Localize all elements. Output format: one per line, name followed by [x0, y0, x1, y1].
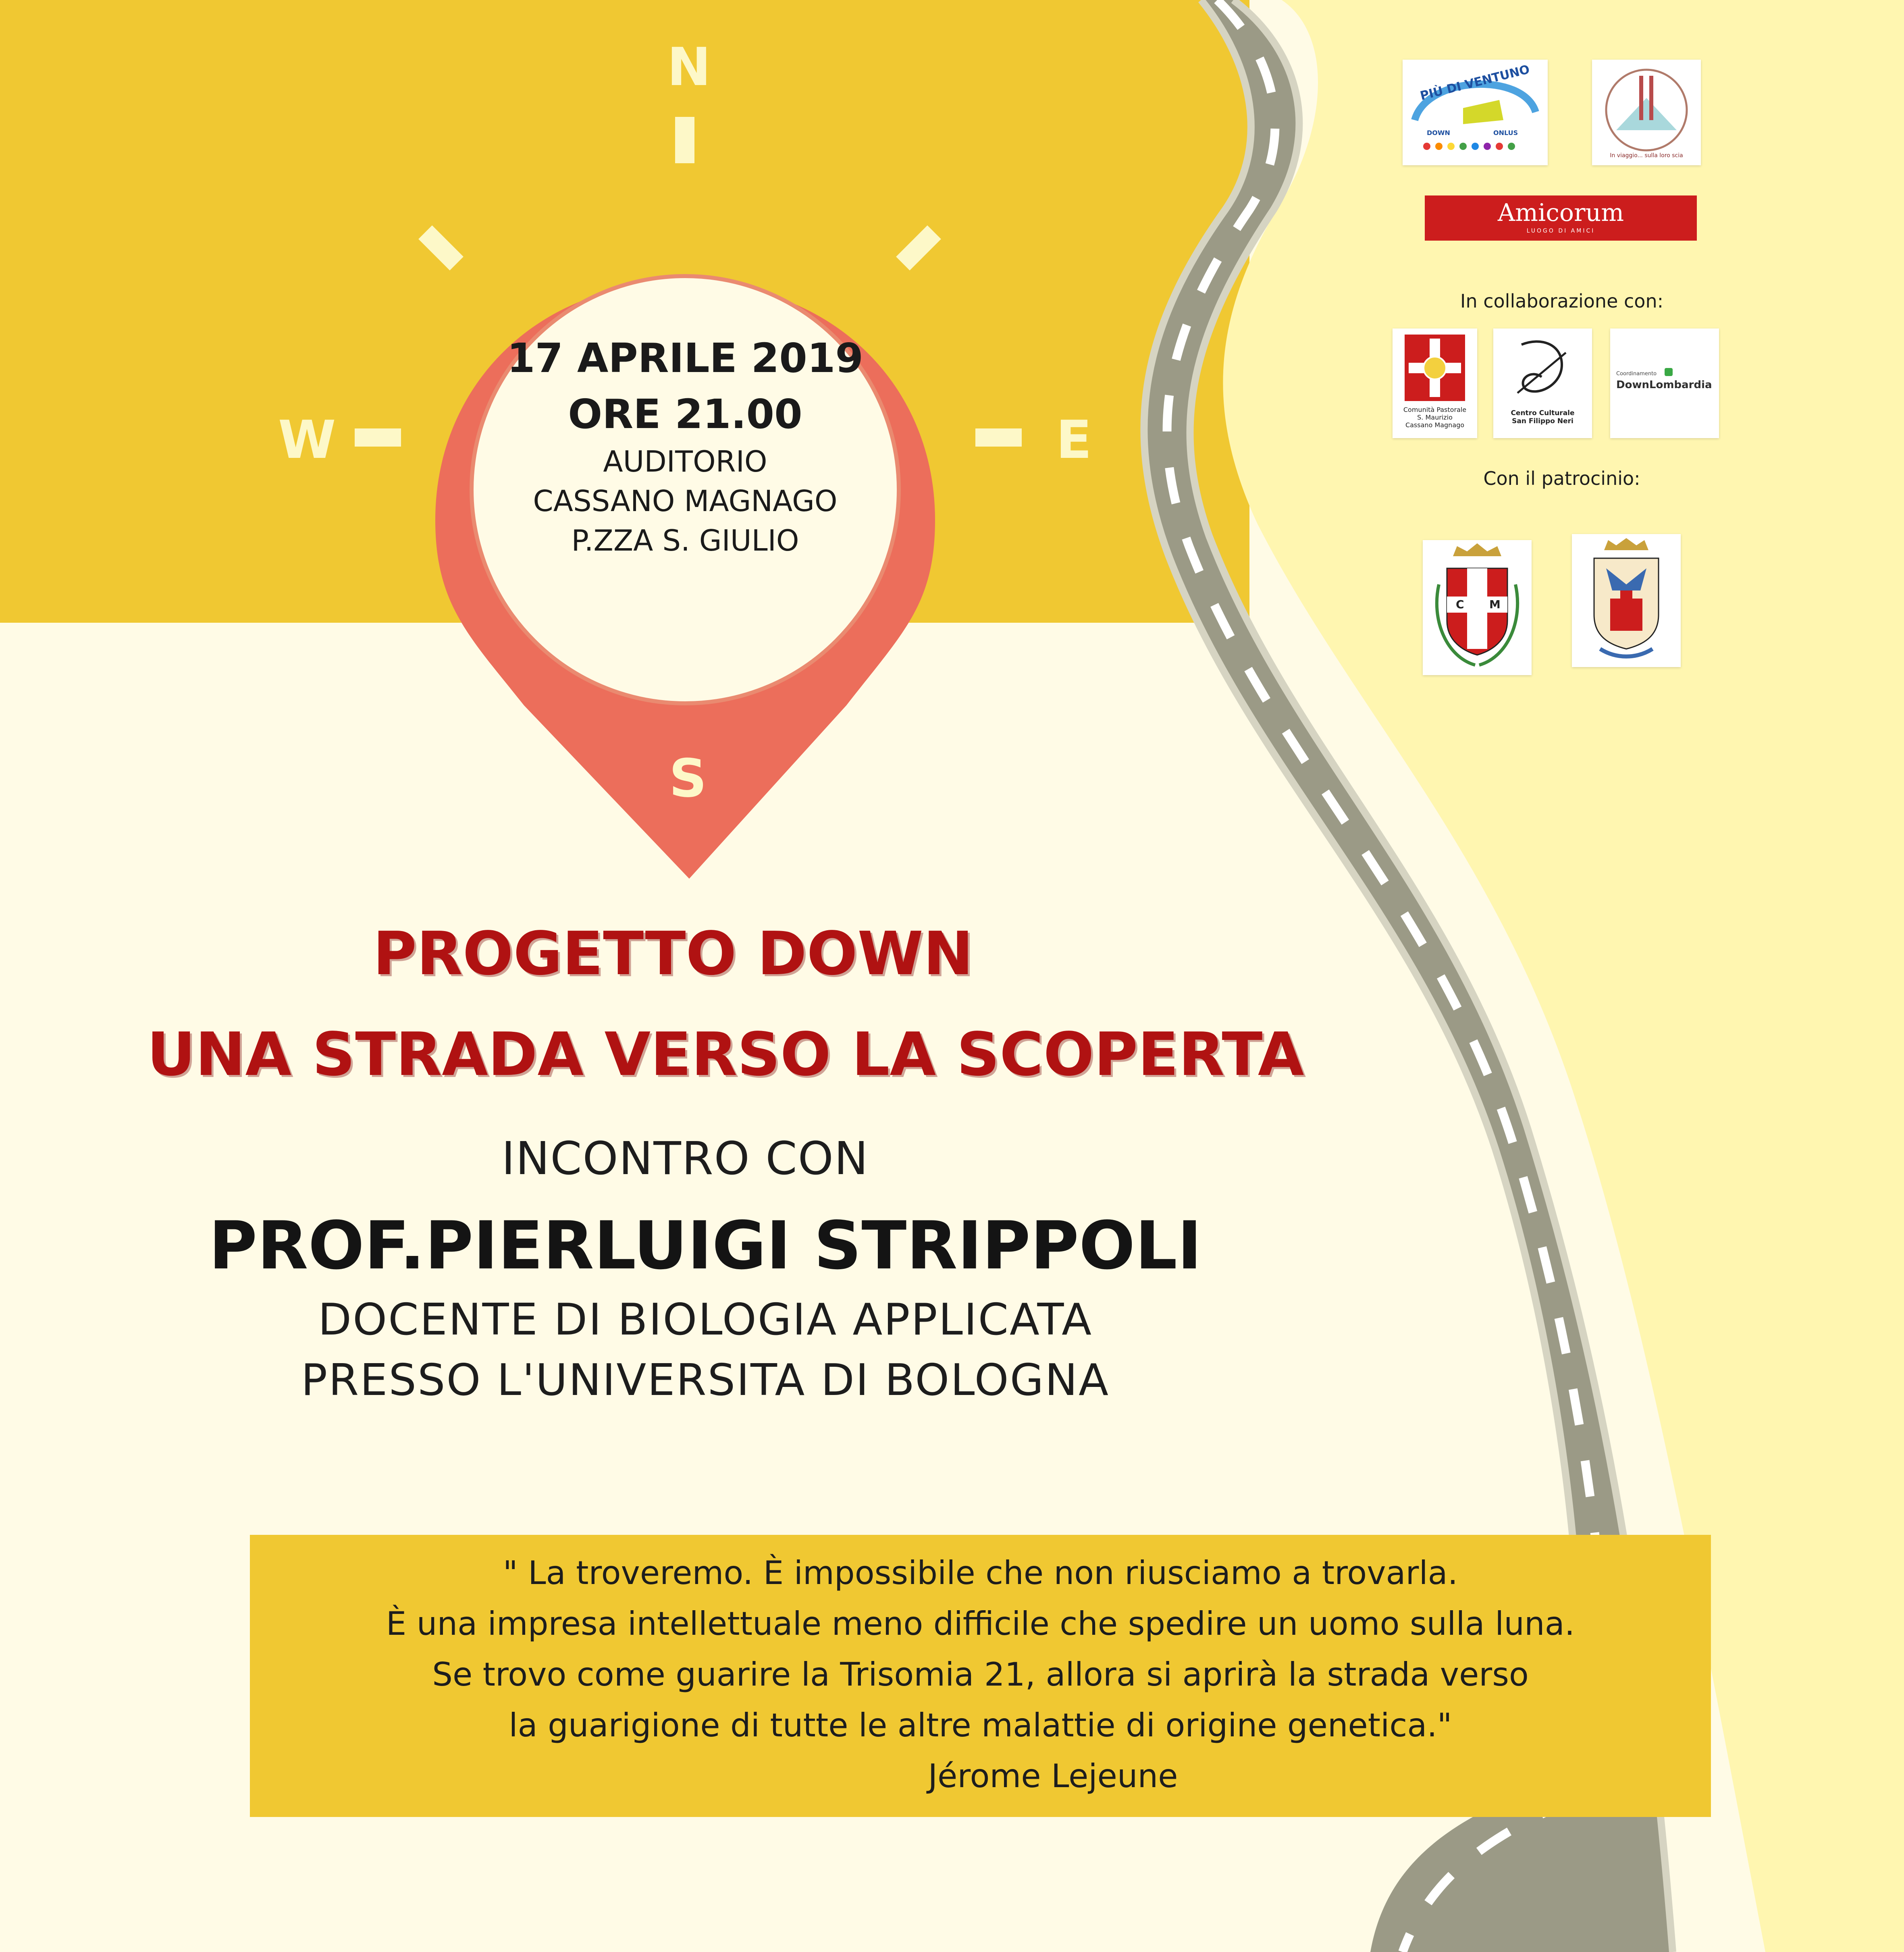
logo-in-viaggio: [1592, 60, 1701, 165]
leaf-icon: [1665, 368, 1673, 376]
compass-letter-e: E: [1056, 409, 1092, 470]
collab1-caption-line: Comunità Pastorale: [1403, 406, 1467, 414]
crest1-letter-c: C: [1456, 598, 1464, 611]
municipal-crest-2-icon: [1572, 534, 1681, 667]
title-line-2: UNA STRADA VERSO LA SCOPERTA: [147, 1020, 1304, 1089]
speaker-name: PROF.PIERLUIGI STRIPPOLI: [209, 1207, 1202, 1284]
collab-label: In collaborazione con:: [1460, 290, 1664, 312]
venue-line: AUDITORIO: [603, 445, 767, 478]
patronage-label: Con il patrocinio:: [1483, 468, 1640, 489]
logo-amicorum: [1425, 195, 1697, 241]
quote-line: È una impresa intellettuale meno difficile che spedire un uomo sulla luna.: [386, 1605, 1575, 1642]
compass-tick-w: [355, 428, 401, 447]
compass-letter-n: N: [667, 36, 711, 98]
logo1-sub-right: ONLUS: [1493, 129, 1518, 137]
speaker-role: [161, 1290, 1249, 1411]
speaker-role-line: DOCENTE DI BIOLOGIA APPLICATA: [318, 1295, 1093, 1345]
logo-comunita-pastorale: [1393, 328, 1477, 438]
logo1-sub-left: DOWN: [1427, 129, 1450, 137]
compass-letter-s: S: [669, 748, 707, 809]
travelers-logo-icon: [1592, 60, 1701, 165]
collab3-title: DownLombardia: [1616, 379, 1712, 391]
collab2-caption-line: Centro Culturale: [1511, 409, 1575, 417]
collab1-caption: [1393, 406, 1477, 429]
cross-emblem-icon: [1393, 328, 1477, 409]
scroll-emblem-icon: [1493, 328, 1592, 409]
compass-letter-w: W: [278, 409, 336, 470]
collab2-caption: [1493, 409, 1592, 425]
compass-tick-n: [675, 117, 694, 163]
logo1-title: PIÙ DI VENTUNO: [1418, 62, 1531, 104]
collab2-caption-line: San Filippo Neri: [1512, 417, 1574, 425]
logo-crest-2: [1572, 534, 1681, 667]
logo2-caption: In viaggio... sulla loro scia: [1610, 152, 1683, 159]
collab1-caption-line: Cassano Magnago: [1405, 421, 1465, 429]
crest1-letter-m: M: [1489, 598, 1501, 611]
quote-line: " La troveremo. È impossibile che non riusciamo a trovarla.: [503, 1554, 1458, 1592]
logo-piu-di-ventuno: [1403, 60, 1548, 165]
logo-centro-culturale: [1493, 328, 1592, 438]
speaker-role-line: PRESSO L'UNIVERSITA DI BOLOGNA: [301, 1355, 1110, 1405]
municipal-crest-icon: [1423, 540, 1532, 675]
quote-block: [250, 1548, 1711, 1802]
logo-down-lombardia: [1610, 328, 1719, 438]
venue-line: CASSANO MAGNAGO: [533, 484, 838, 518]
title-line-1: PROGETTO DOWN: [373, 919, 973, 988]
event-details: [443, 335, 927, 560]
event-venue: [443, 442, 927, 560]
quote-author: Jérome Lejeune: [928, 1757, 1178, 1795]
collab3-prefix: Coordinamento: [1616, 371, 1657, 377]
logo3-sub: LUOGO DI AMICI: [1526, 228, 1595, 234]
venue-line: P.ZZA S. GIULIO: [571, 524, 799, 557]
logo-crest-cassano-magnago: [1423, 540, 1532, 675]
logo3-title: Amicorum: [1497, 199, 1624, 227]
collab1-caption-line: S. Maurizio: [1417, 414, 1453, 421]
speaker-intro: INCONTRO CON: [501, 1133, 869, 1185]
event-date: 17 APRILE 2019: [507, 335, 864, 382]
quote-line: Se trovo come guarire la Trisomia 21, allora si aprirà la strada verso: [432, 1656, 1529, 1693]
quote-line: la guarigione di tutte le altre malattie di origine genetica.": [509, 1707, 1452, 1744]
compass-tick-e: [975, 428, 1022, 447]
event-time: ORE 21.00: [568, 391, 802, 438]
